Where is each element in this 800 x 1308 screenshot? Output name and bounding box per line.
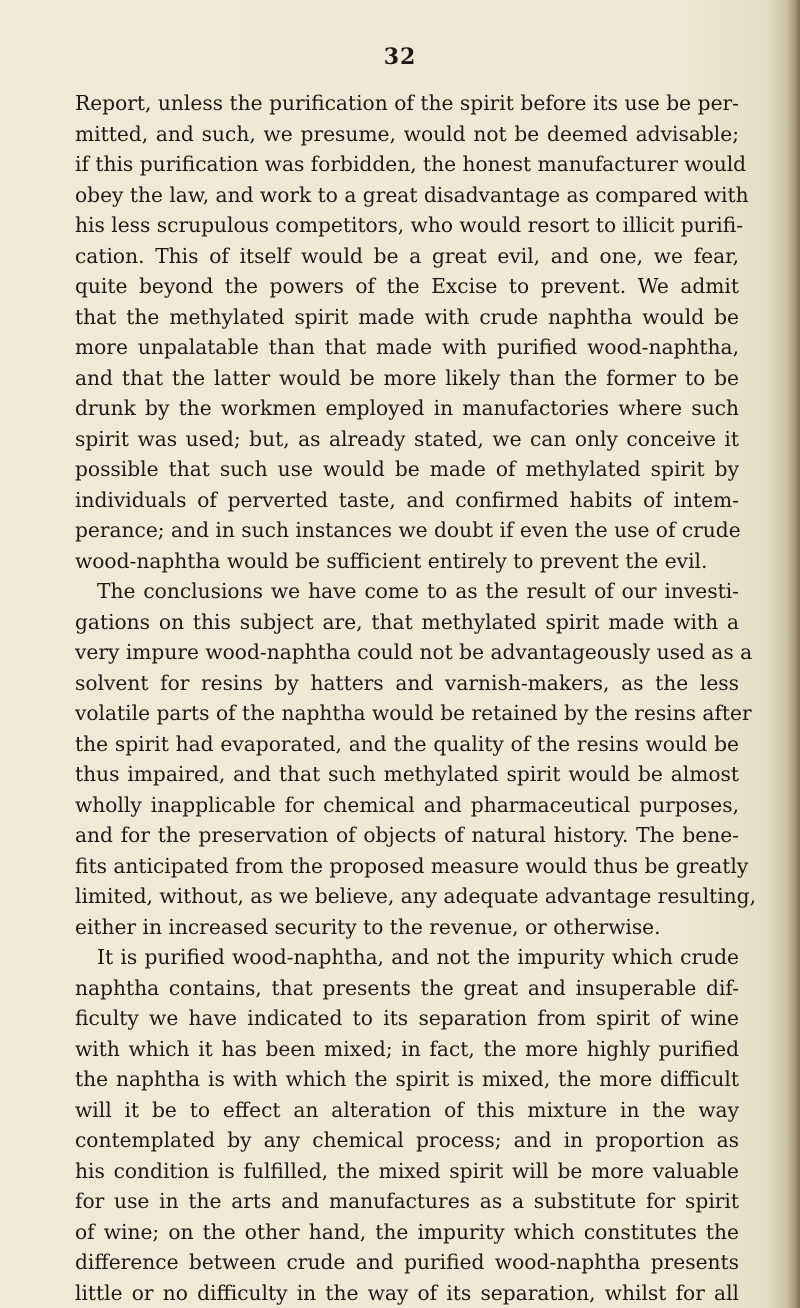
text-line: little or no difficulty in the way of its separation, whilst for all	[75, 1280, 739, 1305]
text-line: individuals of perverted taste, and confirmed habits of intem-	[75, 487, 739, 512]
text-line: obey the law, and work to a great disadvantage as compared with	[75, 182, 749, 207]
text-line: his condition is fulfilled, the mixed spirit will be more valuable	[75, 1158, 739, 1183]
text-line: will it be to effect an alteration of this mixture in the way	[75, 1097, 739, 1122]
text-line: the spirit had evaporated, and the quality of the resins would be	[75, 731, 739, 756]
text-line: his less scrupulous competitors, who would resort to illicit purifi-	[75, 213, 744, 237]
text-line: wood-naphtha would be sufficient entirely to prevent the evil.	[75, 548, 708, 573]
text-line: more unpalatable than that made with purified wood-naphtha,	[75, 335, 739, 359]
text-line: volatile parts of the naphtha would be retained by the resins after	[75, 701, 752, 725]
text-line: either in increased security to the revenue, or otherwise.	[75, 914, 661, 939]
text-line: difference between crude and purified wood-naphtha presents	[75, 1250, 739, 1274]
text-line: Report, unless the purification of the spirit before its use be per-	[75, 91, 739, 115]
text-line: solvent for resins by hatters and varnish-makers, as the less	[75, 670, 739, 695]
text-line: mitted, and such, we presume, would not be deemed advisable;	[75, 121, 739, 146]
text-line: thus impaired, and that such methylated spirit would be almost	[75, 762, 739, 786]
text-line: and for the preservation of objects of natural history. The bene-	[75, 823, 739, 847]
text-line: gations on this subject are, that methylated spirit made with a	[75, 609, 739, 634]
text-line: of wine; on the other hand, the impurity which constitutes the	[75, 1219, 739, 1244]
text-line: cation. This of itself would be a great evil, and one, we fear,	[75, 243, 739, 268]
text-line: with which it has been mixed; in fact, the more highly purified	[75, 1036, 739, 1061]
page-edge-shadow	[786, 0, 800, 1308]
text-line: The conclusions we have come to as the result of our investi-	[97, 579, 739, 603]
text-line: contemplated by any chemical process; and in proportion as	[75, 1128, 739, 1152]
text-line: perance; and in such instances we doubt if even the use of crude	[75, 518, 741, 542]
text-line: limited, without, as we believe, any adequate advantage resulting,	[75, 884, 757, 908]
text-line: fits anticipated from the proposed measure would thus be greatly	[75, 853, 749, 878]
text-line: if this purification was forbidden, the honest manufacturer would	[75, 152, 747, 176]
text-line: very impure wood-naphtha could not be advantageously used as a	[75, 640, 753, 664]
page-number: 32	[383, 44, 417, 70]
text-line: that the methylated spirit made with crude naphtha would be	[75, 304, 739, 329]
text-line: the naphtha is with which the spirit is mixed, the more difficult	[75, 1067, 739, 1091]
body-text	[75, 88, 757, 1308]
text-line: for use in the arts and manufactures as a substitute for spirit	[75, 1189, 739, 1213]
text-line: and that the latter would be more likely than the former to be	[75, 365, 739, 390]
text-line: possible that such use would be made of methylated spirit by	[75, 457, 739, 481]
text-line: ficulty we have indicated to its separation from spirit of wine	[75, 1006, 739, 1030]
text-line: It is purified wood-naphtha, and not the impurity which crude	[97, 945, 739, 969]
text-line: spirit was used; but, as already stated, we can only conceive it	[75, 426, 739, 451]
text-line: naphtha contains, that presents the great and insuperable dif-	[75, 975, 739, 1000]
text-line: wholly inapplicable for chemical and pharmaceutical purposes,	[75, 792, 739, 817]
text-line: drunk by the workmen employed in manufactories where such	[75, 396, 739, 420]
text-line: quite beyond the powers of the Excise to prevent. We admit	[75, 274, 739, 298]
